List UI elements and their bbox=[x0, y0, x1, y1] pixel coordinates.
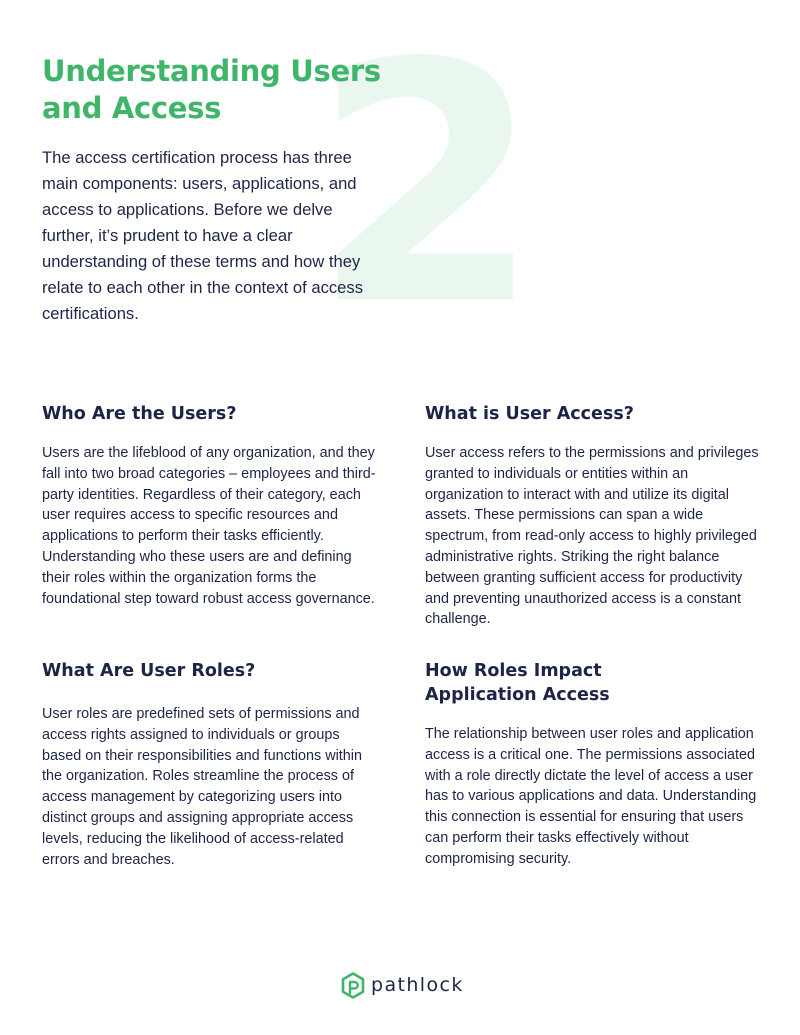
section-what-is-user-access bbox=[425, 402, 760, 630]
section-heading: How Roles Impact Application Access bbox=[425, 661, 610, 705]
footer-logo bbox=[341, 971, 464, 999]
section-who-are-users bbox=[42, 402, 377, 609]
section-body: Users are the lifeblood of any organization, and they fall into two broad categories – employees and third-party identities. Regardless of their category, each user requires access to specific resources and applications to perform their tasks efficiently. Understanding who these users are and defining their roles within the organization forms the foundational step toward robust access governance. bbox=[42, 445, 376, 607]
page-title: Understanding Users and Access bbox=[42, 54, 381, 125]
section-heading: What Are User Roles? bbox=[42, 661, 256, 681]
section-heading: What is User Access? bbox=[425, 404, 634, 424]
page-number-watermark: 2 bbox=[312, 0, 542, 377]
section-heading: Who Are the Users? bbox=[42, 404, 237, 424]
section-body: The relationship between user roles and application access is a critical one. The permissions associated with a role directly dictate the level of access a user has to various applications and data. Understanding this connection is essential for ensuring that users can perform their tasks effectively without compromising security. bbox=[425, 726, 757, 867]
section-body: User roles are predefined sets of permissions and access rights assigned to individuals or groups based on their responsibilities and functions within the organization. Roles streamline the process of access management by categorizing users into distinct groups and assigning appropriate access levels, reducing the likelihood of access-related errors and breaches. bbox=[42, 706, 362, 868]
section-how-roles-impact-access bbox=[425, 659, 760, 870]
pathlock-hexagon-icon bbox=[341, 972, 365, 999]
logo-wordmark: pathlock bbox=[371, 974, 464, 996]
section-body: User access refers to the permissions and privileges granted to individuals or entities within an organization to interact with and utilize its digital assets. These permissions can span a wide spectrum, from read-only access to highly privileged administrative rights. Striking the right balance between granting sufficient access for productivity and preventing unauthorized access is a constant challenge. bbox=[425, 445, 759, 628]
section-what-are-user-roles bbox=[42, 659, 377, 870]
intro-paragraph: The access certification process has three main components: users, applications, and access to applications. Before we delve further, it’s prudent to have a clear understanding of these terms and how they relate to each other in the context of access certifications. bbox=[42, 148, 364, 323]
